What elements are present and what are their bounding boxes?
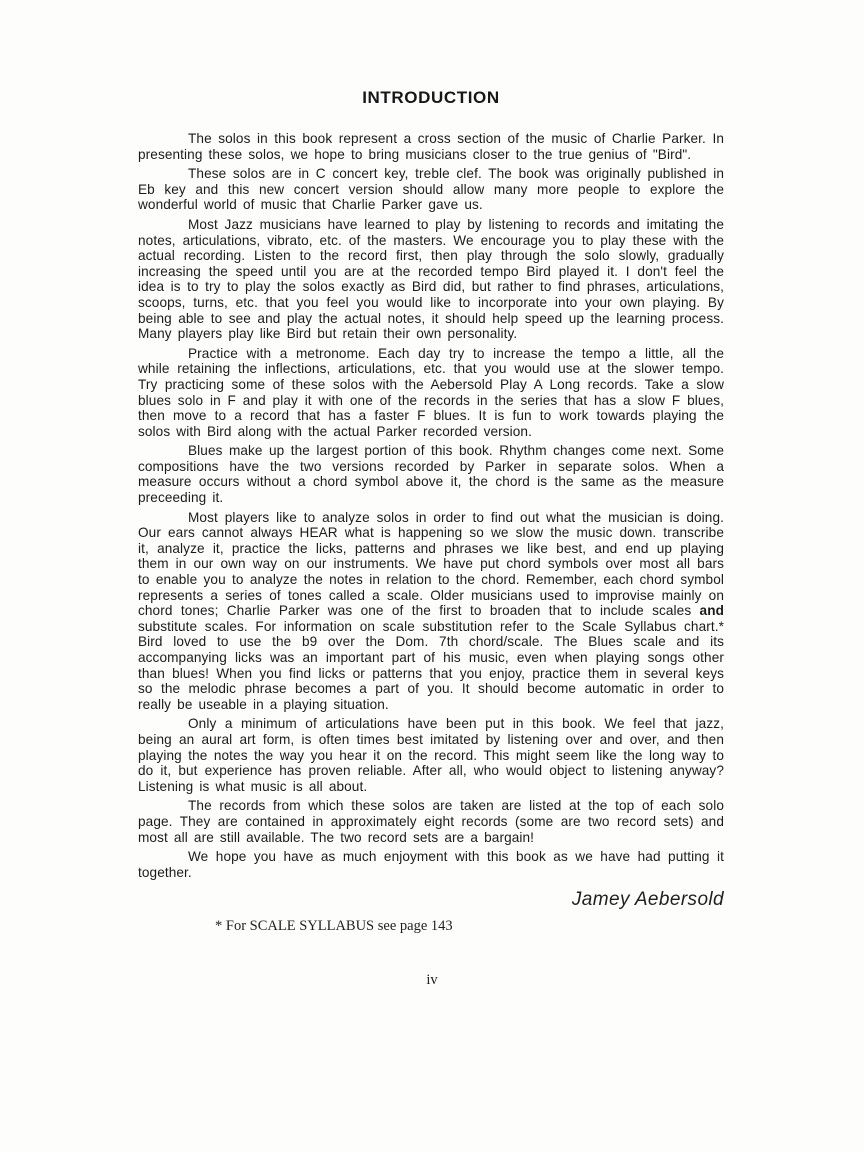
introduction-text xyxy=(138,131,724,880)
paragraph-4: Practice with a metronome. Each day try to increase the tempo a little, all the while retaining the inflections, articulations, etc. that you would use at the slower tempo. Try practicing some of these solos with the Aebersold Play A Long records. Take a slow blues solo in F and play it with one of the records in the series that has a slow F blues, then move to a record that has a faster F blues. It is fun to work towards playing the solos with Bird along with the actual Parker recorded version. xyxy=(138,345,724,439)
paragraph-2: These solos are in C concert key, treble clef. The book was originally published in Eb key and this new concert version should allow many more people to explore the wonderful world of music that Charlie Parker gave us. xyxy=(138,166,724,213)
paragraph-8: The records from which these solos are taken are listed at the top of each solo page. They are contained in approximately eight records (some are two record sets) and most all are still available. The two record sets are a bargain! xyxy=(138,798,724,845)
page-number: iv xyxy=(426,972,438,988)
paragraph-1: The solos in this book represent a cross section of the music of Charlie Parker. In presenting these solos, we hope to bring musicians closer to the true genius of "Bird". xyxy=(138,131,724,162)
page-title: INTRODUCTION xyxy=(362,88,500,107)
paragraph-6-after: substitute scales. For information on scale substitution refer to the Scale Syllabus chart.* Bird loved to use the b9 over the Dom. 7th chord/scale. The Blues scale and its accompanying licks was an important part of his music, even when playing songs other than blues! When you find licks or patterns that you enjoy, practice them in several keys so the melodic phrase becomes a part of you. It should become automatic in order to really be useable in a playing situation. xyxy=(138,618,724,712)
page-content xyxy=(138,88,724,935)
scale-syllabus-footnote: * For SCALE SYLLABUS see page 143 xyxy=(215,918,453,935)
paragraph-6-before: Most players like to analyze solos in order to find out what the musician is doing. Our ears cannot always HEAR what is happening so we slow the music down. transcribe it, analyze it, practice the licks, patterns and phrases we like best, and end up playing them in our own way on our instruments. We have put chord symbols over most all bars to enable you to analyze the notes in relation to the chord. Remember, each chord symbol represents a series of tones called a scale. Older musicians used to improvise mainly on chord tones; Charlie Parker was one of the first to broaden that to include scales xyxy=(138,509,724,619)
paragraph-7: Only a minimum of articulations have been put in this book. We feel that jazz, being an aural art form, is often times best imitated by listening over and over, and then playing the notes the way you hear it on the record. This might seem like the long way to do it, but experience has proven reliable. After all, who would object to listening anyway? Listening is what music is all about. xyxy=(138,716,724,794)
paragraph-5: Blues make up the largest portion of this book. Rhythm changes come next. Some compositions have the two versions recorded by Parker in separate solos. When a measure occurs without a chord symbol above it, the chord is the same as the measure preceeding it. xyxy=(138,443,724,506)
paragraph-9: We hope you have as much enjoyment with this book as we have had putting it together. xyxy=(138,849,724,880)
author-signature: Jamey Aebersold xyxy=(571,889,724,911)
paragraph-6-bold-word: and xyxy=(699,603,724,619)
paragraph-6 xyxy=(138,510,724,713)
paragraph-3: Most Jazz musicians have learned to play by listening to records and imitating the notes, articulations, vibrato, etc. of the masters. We encourage you to play these with the actual recording. Listen to the record first, then play through the solo slowly, gradually increasing the speed until you are at the recorded tempo Bird played it. I don't feel the idea is to try to play the solos exactly as Bird did, but rather to find phrases, articulations, scoops, turns, etc. that you feel you would like to incorporate into your own playing. By being able to see and play the actual notes, it should help speed up the learning process. Many players play like Bird but retain their own personality. xyxy=(138,216,724,342)
